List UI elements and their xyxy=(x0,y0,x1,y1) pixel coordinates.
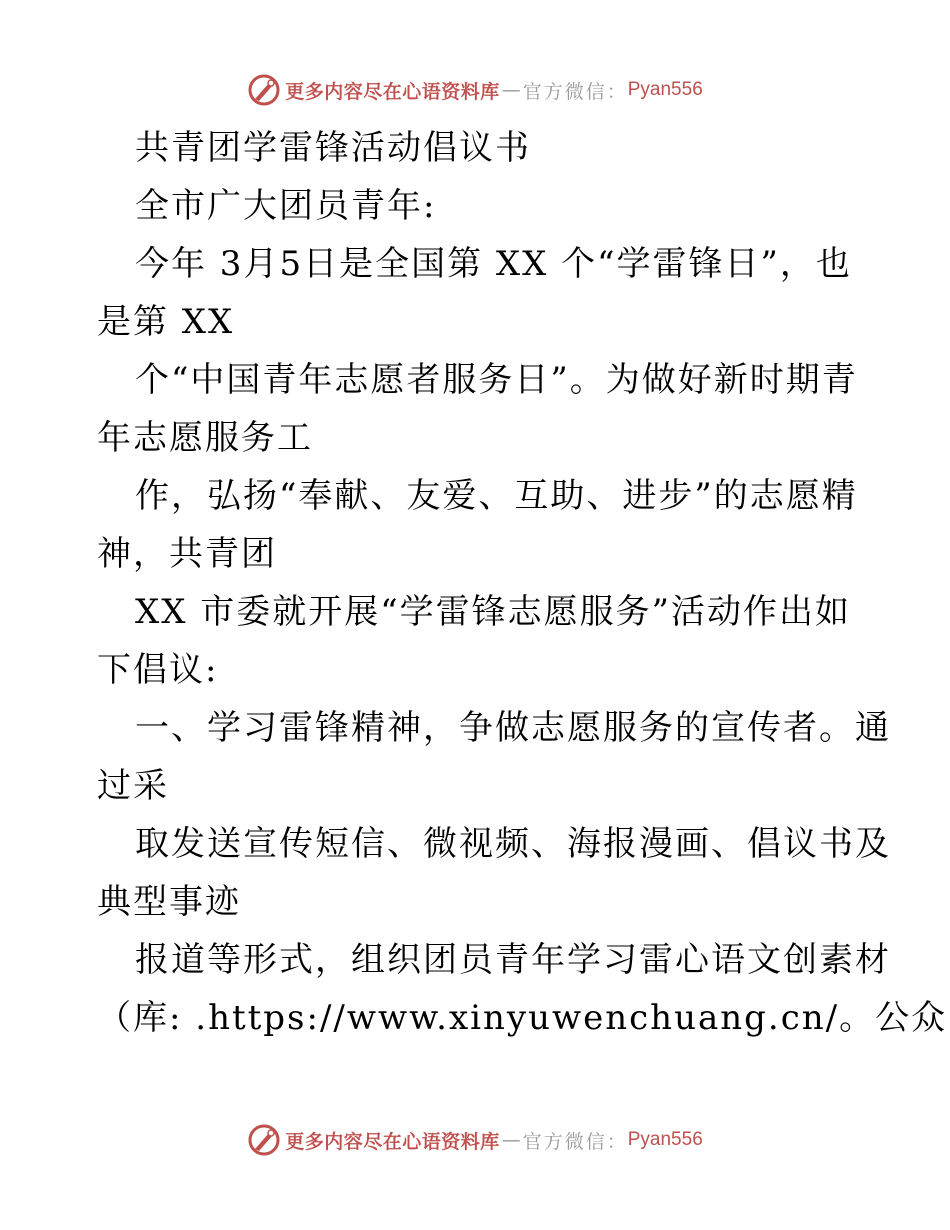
brand-logo-icon xyxy=(247,1123,281,1157)
paragraph-line: 个“中国青年志愿者服务日”。为做好新时期青 xyxy=(135,360,858,400)
banner-dash: — xyxy=(501,1129,521,1151)
paragraph-line: 作，弘扬“奉献、友爱、互助、进步”的志愿精 xyxy=(135,476,858,516)
paragraph-line: 典型事迹 xyxy=(97,882,241,922)
brand-logo-icon xyxy=(247,73,281,107)
paragraph-line: 是第 XX xyxy=(97,302,235,342)
header-watermark-banner xyxy=(0,70,950,110)
paragraph-line: 过采 xyxy=(97,766,169,806)
banner-wechat-label: 官方微信： xyxy=(522,80,628,103)
salutation: 全市广大团员青年: xyxy=(135,186,437,226)
paragraph-line: 下倡议: xyxy=(97,650,219,690)
banner-dash: — xyxy=(501,79,521,101)
paragraph-line: 一、学习雷锋精神，争做志愿服务的宣传者。通 xyxy=(135,708,891,748)
banner-wechat-label: 官方微信： xyxy=(522,1130,628,1153)
document-title: 共青团学雷锋活动倡议书 xyxy=(135,128,531,168)
banner-wechat-id: Pyan556 xyxy=(627,79,703,100)
paragraph-line: 年志愿服务工 xyxy=(97,418,313,458)
paragraph-line: XX 市委就开展“学雷锋志愿服务”活动作出如 xyxy=(135,592,851,632)
paragraph-line: 神，共青团 xyxy=(97,534,277,574)
paragraph-line: 今年 3月5日是全国第 XX 个“学雷锋日”，也 xyxy=(135,244,852,284)
banner-brand-text: 更多内容尽在心语资料库 xyxy=(285,1130,500,1153)
paragraph-line: （库: .https://www.xinyuwenchuang.cn/。公众 xyxy=(97,998,948,1038)
paragraph-line: 报道等形式，组织团员青年学习雷心语文创素材 xyxy=(135,940,891,980)
paragraph-line: 取发送宣传短信、微视频、海报漫画、倡议书及 xyxy=(135,824,891,864)
banner-wechat-id: Pyan556 xyxy=(627,1129,703,1150)
footer-watermark-banner xyxy=(0,1120,950,1160)
banner-brand-text: 更多内容尽在心语资料库 xyxy=(285,80,500,103)
